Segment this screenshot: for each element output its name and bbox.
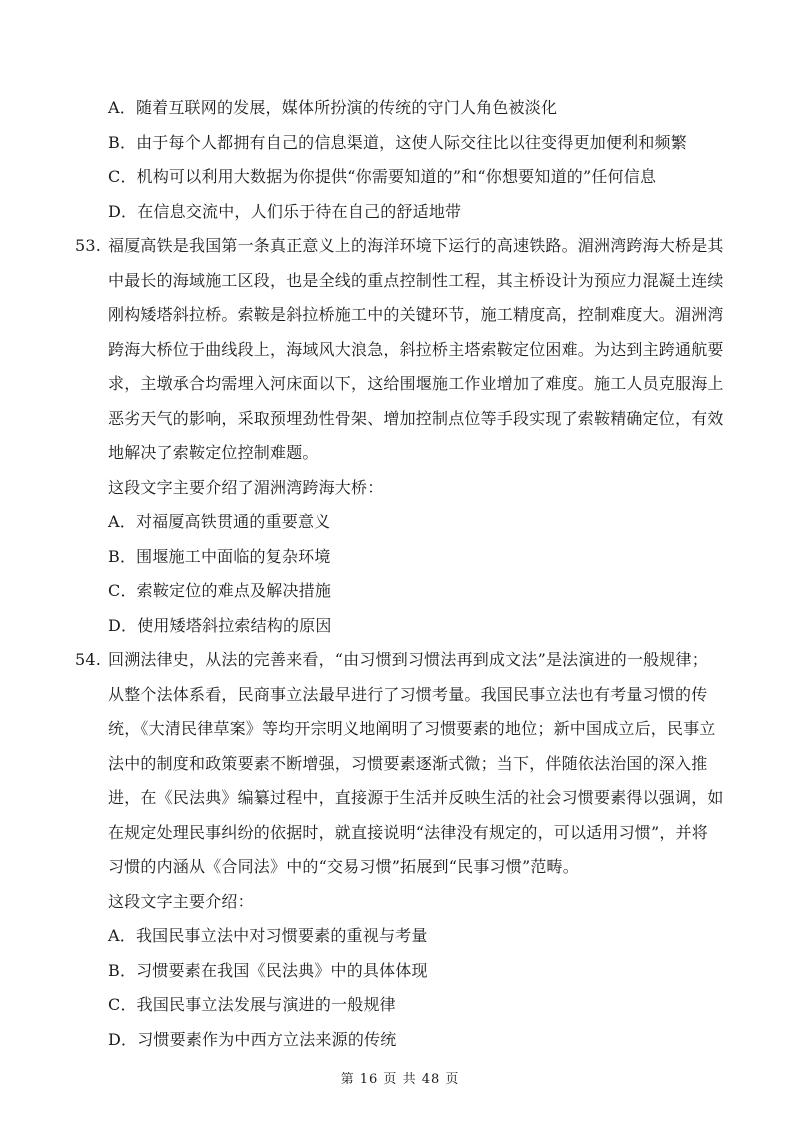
prev-option-c: C．机构可以利用大数据为你提供“你需要知道的”和“你想要知道的”任何信息 <box>108 167 657 186</box>
question-53-text-line: 求，主墩承合均需埋入河床面以下，这给围堰施工作业增加了难度。施工人员克服海上 <box>108 374 724 393</box>
question-54-option-b: B．习惯要素在我国《民法典》中的具体体现 <box>108 961 428 980</box>
question-53-option-d: D．使用矮塔斜拉索结构的原因 <box>108 616 332 635</box>
question-54-stem: 这段文字主要介绍： <box>108 892 254 911</box>
question-54-text-line: 从整个法体系看，民商事立法最早进行了习惯考量。我国民事立法也有考量习惯的传 <box>108 685 708 704</box>
prev-option-d: D．在信息交流中，人们乐于待在自己的舒适地带 <box>108 202 462 221</box>
page-footer: 第 16 页 共 48 页 <box>340 1072 460 1087</box>
question-53-text-line: 跨海大桥位于曲线段上，海域风大浪急，斜拉桥主塔索鞍定位困难。为达到主跨通航要 <box>108 340 724 359</box>
question-53-option-a: A．对福厦高铁贯通的重要意义 <box>108 512 331 531</box>
question-53-text-line: 地解决了索鞍定位控制难题。 <box>108 443 319 462</box>
question-53-number: 53. <box>75 236 102 255</box>
question-54-text-line: 在规定处理民事纠纷的依据时，就直接说明“法律没有规定的，可以适用习惯”，并将 <box>108 823 708 842</box>
question-53-stem: 这段文字主要介绍了湄洲湾跨海大桥： <box>108 478 384 497</box>
question-54-option-d: D．习惯要素作为中西方立法来源的传统 <box>108 1030 397 1049</box>
question-54-text-line: 习惯的内涵从《合同法》中的“交易习惯”拓展到“民事习惯”范畴。 <box>108 857 579 876</box>
question-54-text-line: 法中的制度和政策要素不断增强，习惯要素逐渐式微；当下，伴随依法治国的深入推 <box>108 754 708 773</box>
prev-option-b: B．由于每个人都拥有自己的信息渠道，这使人际交往比以往变得更加便利和频繁 <box>108 133 687 152</box>
question-53-option-b: B．围堰施工中面临的复杂环境 <box>108 547 331 566</box>
question-54-number: 54. <box>75 650 102 669</box>
question-54-option-c: C．我国民事立法发展与演进的一般规律 <box>108 995 396 1014</box>
question-53-text-line: 刚构矮塔斜拉桥。索鞍是斜拉桥施工中的关键环节，施工精度高，控制难度大。湄洲湾 <box>108 305 724 324</box>
question-54-option-a: A．我国民事立法中对习惯要素的重视与考量 <box>108 926 428 945</box>
prev-option-a: A．随着互联网的发展，媒体所扮演的传统的守门人角色被淡化 <box>108 98 558 117</box>
question-53-option-c: C．索鞍定位的难点及解决措施 <box>108 581 332 600</box>
question-54-text-line: 统，《大清民律草案》等均开宗明义地阐明了习惯要素的地位；新中国成立后，民事立 <box>108 719 716 738</box>
question-53-text-line: 恶劣天气的影响，采取预埋劲性骨架、增加控制点位等手段实现了索鞍精确定位，有效 <box>108 409 724 428</box>
question-54-text-line: 回溯法律史，从法的完善来看，“由习惯到习惯法再到成文法”是法演进的一般规律； <box>108 650 708 669</box>
question-54-text-line: 进，在《民法典》编纂过程中，直接源于生活并反映生活的社会习惯要素得以强调，如 <box>108 788 724 807</box>
question-53-text-line: 中最长的海域施工区段，也是全线的重点控制性工程，其主桥设计为预应力混凝土连续 <box>108 271 724 290</box>
question-53-text-line: 福厦高铁是我国第一条真正意义上的海洋环境下运行的高速铁路。湄洲湾跨海大桥是其 <box>108 236 724 255</box>
